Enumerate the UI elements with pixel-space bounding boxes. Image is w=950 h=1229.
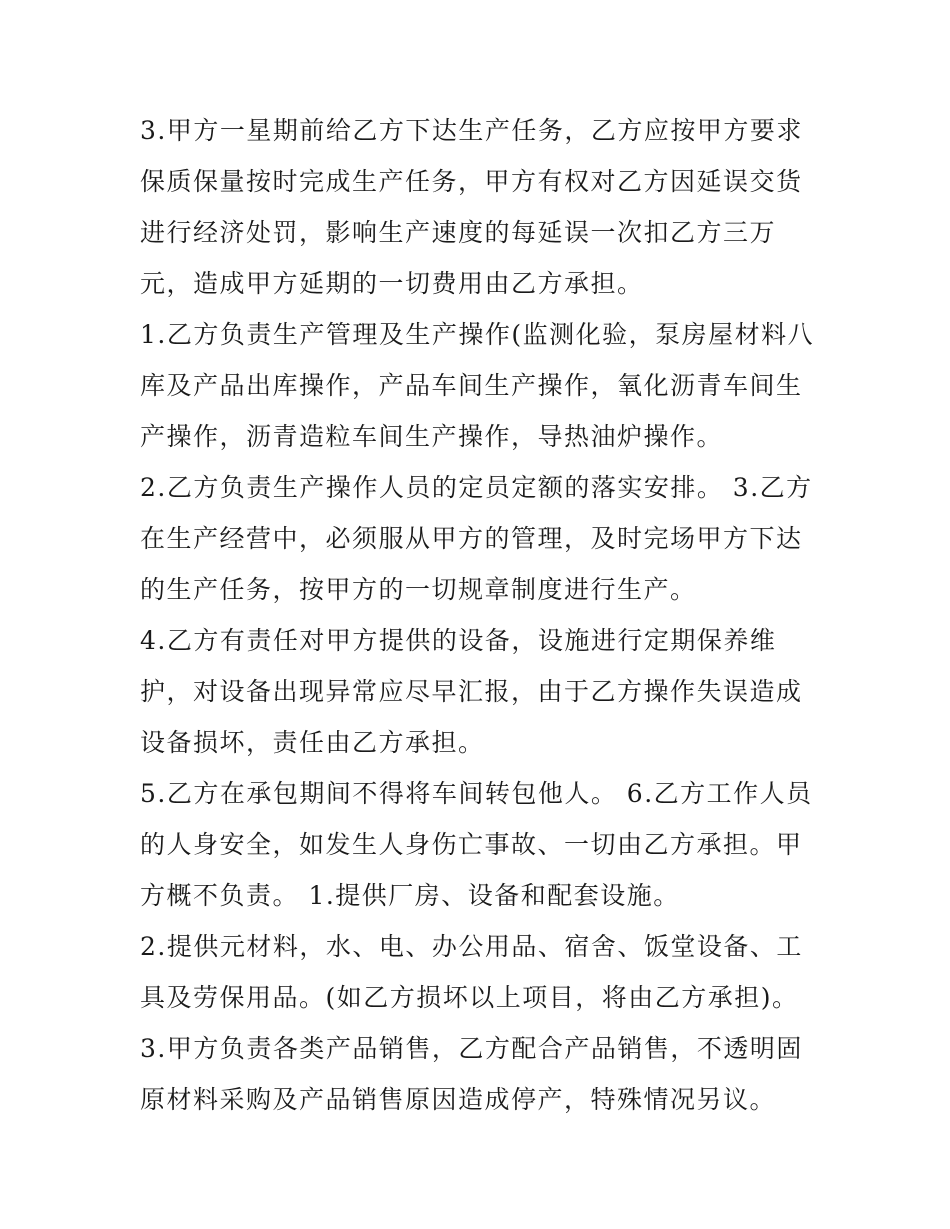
paragraph-3: 2.乙方负责生产操作人员的定员定额的落实安排。 3.乙方在生产经营中，必须服从甲方的管理，及时完场甲方下达的生产任务，按甲方的一切规章制度进行生产。 <box>140 473 813 604</box>
document-body <box>140 105 820 1125</box>
paragraph-7: 3.甲方负责各类产品销售，乙方配合产品销售，不透明固原材料采购及产品销售原因造成停产，特殊情况另议。 <box>140 1034 803 1114</box>
paragraph-2: 1.乙方负责生产管理及生产操作(监测化验，泵房屋材料八库及产品出库操作，产品车间生产操作，氧化沥青车间生产操作，沥青造粒车间生产操作，导热油炉操作。 <box>140 320 815 451</box>
paragraph-4: 4.乙方有责任对甲方提供的设备，设施进行定期保养维护，对设备出现异常应尽早汇报，由于乙方操作失误造成设备损坏，责任由乙方承担。 <box>140 626 803 757</box>
paragraph-5: 5.乙方在承包期间不得将车间转包他人。 6.乙方工作人员的人身安全，如发生人身伤亡事故、一切由乙方承担。甲方概不负责。 1.提供厂房、设备和配套设施。 <box>140 779 813 910</box>
paragraph-6: 2.提供元材料，水、电、办公用品、宿舍、饭堂设备、工具及劳保用品。(如乙方损坏以上项目，将由乙方承担)。 <box>140 932 803 1012</box>
paragraph-1: 3.甲方一星期前给乙方下达生产任务，乙方应按甲方要求保质保量按时完成生产任务，甲方有权对乙方因延误交货进行经济处罚，影响生产速度的每延误一次扣乙方三万元，造成甲方延期的一切费用由乙方承担。 <box>140 116 803 298</box>
